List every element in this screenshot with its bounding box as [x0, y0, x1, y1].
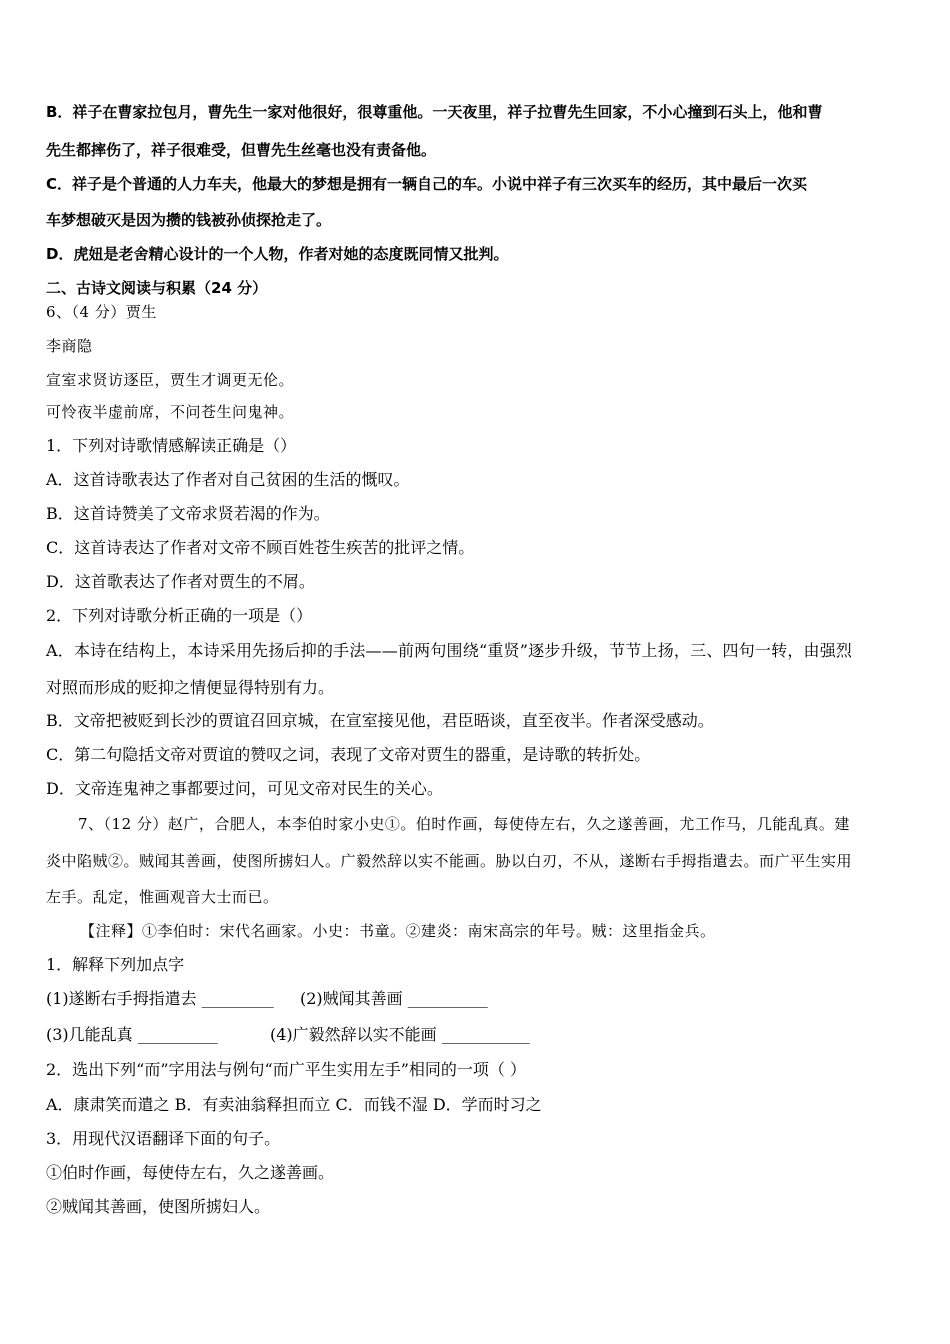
option-b-line-2: 先生都摔伤了，祥子很难受，但曹先生丝毫也没有责备他。 — [46, 141, 437, 159]
q6-sub1-option-d: D．这首歌表达了作者对贾生的不屑。 — [46, 572, 315, 591]
q6-poem-line-1: 宣室求贤访逐臣，贾生才调更无伦。 — [46, 371, 295, 389]
option-c-line-1: C．祥子是个普通的人力车夫，他最大的梦想是拥有一辆自己的车。小说中祥子有三次买车的经历，其中最后一次买 — [46, 175, 808, 193]
q7-sub1-stem: 1．解释下列加点字 — [46, 955, 185, 974]
option-b-line-1: B．祥子在曹家拉包月，曹先生一家对他很好，很尊重他。一天夜里，祥子拉曹先生回家，不小心撞到石头上，他和曹 — [46, 103, 823, 121]
q6-sub2-stem: 2．下列对诗歌分析正确的一项是（） — [46, 606, 313, 625]
q7-passage-line-1: 7、（12 分）赵广，合肥人，本李伯时家小史①。伯时作画，每使侍左右，久之遂善画，尤工作马，几能乱真。建 — [78, 815, 850, 833]
q6-sub2-option-d: D．文帝连鬼神之事都要过问，可见文帝对民生的关心。 — [46, 779, 443, 798]
q6-sub2-option-a-line-2: 对照而形成的贬抑之情便显得特别有力。 — [46, 678, 335, 697]
q7-sub1-item-3: (3)几能乱真 __________ — [46, 1025, 218, 1044]
q6-sub1-stem: 1．下列对诗歌情感解读正确是（） — [46, 436, 297, 455]
q6-sub1-option-c: C．这首诗表达了作者对文帝不顾百姓苍生疾苦的批评之情。 — [46, 538, 475, 557]
q6-poem-line-2: 可怜夜半虚前席，不问苍生问鬼神。 — [46, 403, 295, 421]
q7-sub1-item-2: (2)贼闻其善画 __________ — [300, 989, 488, 1008]
option-c-line-2: 车梦想破灭是因为攒的钱被孙侦探抢走了。 — [46, 211, 332, 229]
q7-sub1-item-1: (1)遂断右手拇指遣去 _________ — [46, 989, 274, 1008]
q7-sub2-stem: 2．选出下列“而”字用法与例句“而广平生实用左手”相同的一项（ ） — [46, 1060, 526, 1079]
q7-passage-line-2: 炎中陷贼②。贼闻其善画，使图所掳妇人。广毅然辞以实不能画。胁以白刃，不从，遂断右手拇指遣去。而广平生实用 — [46, 852, 853, 870]
q7-sub3-item-1: ①伯时作画，每使侍左右，久之遂善画。 — [46, 1163, 335, 1182]
q6-sub1-option-a: A．这首诗歌表达了作者对自己贫困的生活的慨叹。 — [46, 470, 410, 489]
q6-author: 李商隐 — [46, 337, 93, 355]
q7-annotation: 【注释】①李伯时：宋代名画家。小史：书童。②建炎：南宋高宗的年号。贼：这里指金兵。 — [80, 922, 716, 940]
q6-sub2-option-b: B．文帝把被贬到长沙的贾谊召回京城，在宣室接见他，君臣晤谈，直至夜半。作者深受感动。 — [46, 711, 714, 730]
q7-sub1-item-4: (4)广毅然辞以实不能画 ___________ — [270, 1025, 530, 1044]
q6-sub2-option-c: C．第二句隐括文帝对贾谊的赞叹之词，表现了文帝对贾生的器重，是诗歌的转折处。 — [46, 745, 651, 764]
section-two-title: 二、古诗文阅读与积累（24 分） — [46, 279, 268, 297]
q6-sub2-option-a-line-1: A．本诗在结构上，本诗采用先扬后抑的手法——前两句围绕“重贤”逐步升级，节节上扬，三、四句一转，由强烈 — [46, 641, 853, 660]
q7-sub2-options: A．康肃笑而遣之 B．有卖油翁释担而立 C．而钱不湿 D．学而时习之 — [46, 1095, 542, 1114]
q7-sub3-item-2: ②贼闻其善画，使图所掳妇人。 — [46, 1197, 271, 1216]
q6-header: 6、（4 分）贾生 — [46, 303, 157, 321]
q7-passage-line-3: 左手。乱定，惟画观音大士而已。 — [46, 888, 279, 906]
option-d-line: D．虎妞是老舍精心设计的一个人物，作者对她的态度既同情又批判。 — [46, 245, 509, 263]
q6-sub1-option-b: B．这首诗赞美了文帝求贤若渴的作为。 — [46, 504, 330, 523]
q7-sub3-stem: 3．用现代汉语翻译下面的句子。 — [46, 1129, 281, 1148]
